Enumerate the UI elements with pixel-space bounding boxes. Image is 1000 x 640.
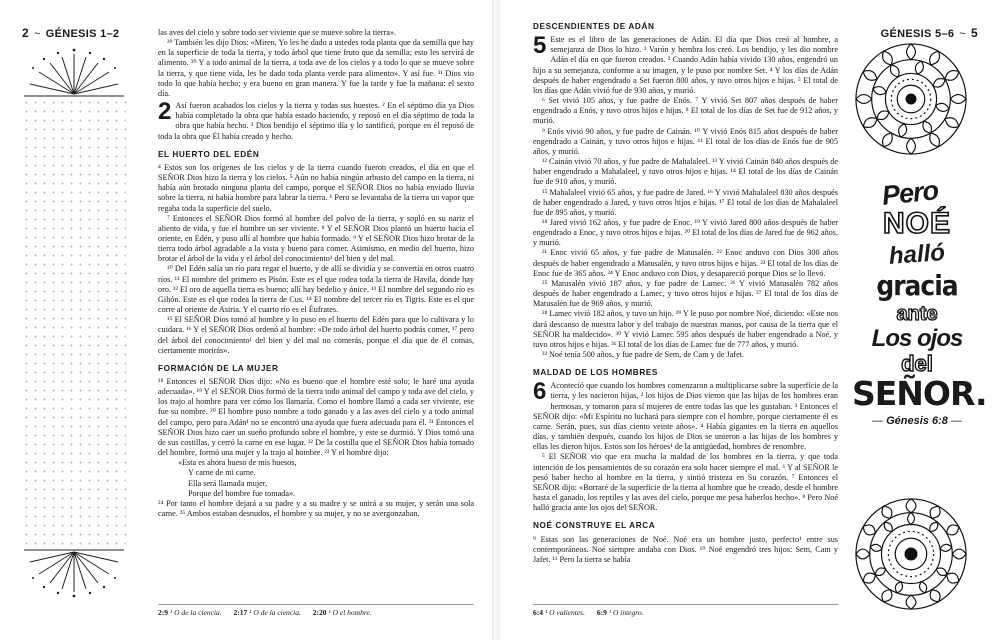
chapter-5-paragraph <box>533 32 838 96</box>
left-text-column <box>158 28 474 519</box>
footnote-text: ¹ O el hombre. <box>328 608 372 617</box>
quote-word: ante <box>896 303 938 325</box>
footnote-ref: 6:4 <box>533 608 543 617</box>
left-page-number: 2 <box>22 26 29 40</box>
chapter-number: 6 <box>533 378 547 406</box>
paragraph: ²⁴ Por tanto el hombre dejará a su padre y a su madre y se unirá a su mujer, y serán una sola carne. ²⁵ Ambos estaban desnudos, el hombre y su mujer, y no se avergonzaban. <box>158 498 474 519</box>
chapter-2-text: Así fueron acabados los cielos y la tierra y todas sus huestes. ² En el séptimo día ya Dios había completado la obra que había estado haciendo, y reposó en el día séptimo de toda la obra que había hecho. ³ Dios bendijo el séptimo día y lo santificó, porque en él reposó de toda la obra que Él había creado y hecho. <box>158 101 474 141</box>
footnote-ref: 2:17 <box>233 608 248 617</box>
mandala-top-icon <box>852 40 970 158</box>
paragraph: ¹⁸ Entonces el SEÑOR Dios dijo: «No es bueno que el hombre esté solo; le haré una ayuda adecuada». ¹⁹ Y el SEÑOR Dios formó de la tierra todo animal del campo y toda ave del cielo, y los trajo al hombre para ver cómo los llamaría. Como el hombre llamó a cada ser viviente, ese fue su nombre. ²⁰ El hombre puso nombre a todo ganado y a las aves del cielo y a todo animal del campo, pero para Adán¹ no se encontró una ayuda que fuera adecuada para él. ²¹ Entonces el SEÑOR Dios hizo caer un sueño profundo sobre el hombre, y este se durmió. Y Dios tomó una de sus costillas, y cerró la carne en ese lugar. ²² De la costilla que el SEÑOR Dios había tomado del hombre, formó una mujer y la trajo al hombre. ²³ Y el hombre dijo: <box>158 377 474 458</box>
left-running-title: GÉNESIS 1–2 <box>45 28 120 40</box>
paragraph: ²¹ Enoc vivió 65 años, y fue padre de Matusalén. ²² Enoc anduvo con Dios 300 años después de haber engendrado a Matusalén, y tuvo otros hijos e hijas. ²³ El total de los días de Enoc fue de 365 años. ²⁴ Y Enoc anduvo con Dios, y desapareció porque Dios se lo llevó. <box>533 248 838 278</box>
chapter-number: 5 <box>533 32 547 60</box>
paragraph: ⁹ Estas son las generaciones de Noé. Noé era un hombre justo, perfecto¹ entre sus contemporáneos. Noé siempre andaba con Dios. ¹⁰ Noé engendró tres hijos: Sem, Cam y Jafet. ¹¹ Pero la tierra se había <box>533 534 838 564</box>
quote-word: del <box>901 351 933 376</box>
paragraph: ¹⁸ Jared vivió 162 años, y fue padre de Enoc. ¹⁹ Y vivió Jared 800 años después de haber engendrado a Enoc, y tuvo otros hijos e hijas. ²⁰ El total de los días de Jared fue de 962 años, y murió. <box>533 217 838 248</box>
paragraph: ⁴ Estos son los orígenes de los cielos y de la tierra cuando fueron creados, el día en que el SEÑOR Dios hizo la tierra y los cielos. ⁵ Aún no había ningún arbusto del campo en la tierra, ni había aún brotado ninguna planta del campo, porque el SEÑOR Dios no había enviado lluvia sobre la tierra, ni había hombre para labrar la tierra. ⁶ Pero se levantaba de la tierra un vapor que regaba toda la superficie del suelo. <box>158 162 474 213</box>
paragraph: ¹⁵ Mahalaleel vivió 65 años, y fue padre de Jared. ¹⁶ Y vivió Mahalaleel 830 años después de haber engendrado a Jared, y tuvo otros hijos e hijas. ¹⁷ El total de los días de Mahalaleel fue de 895 años, y murió. <box>533 187 838 217</box>
quote-word: NOÉ <box>882 207 951 240</box>
footnote-rule <box>158 604 474 605</box>
chapter-2-paragraph <box>158 98 474 142</box>
section-heading: EL HUERTO DEL EDÉN <box>158 149 260 159</box>
sunburst-top-icon <box>22 48 126 98</box>
quote-word: SEÑOR. <box>852 374 987 413</box>
mandala-bottom-icon <box>852 495 970 613</box>
quote-word: halló <box>888 239 946 270</box>
right-running-head: GÉNESIS 5–6 ~ 5 <box>880 26 978 40</box>
right-running-title: GÉNESIS 5–6 <box>880 28 955 40</box>
quote-reference: — Génesis 6:8 — <box>852 416 982 427</box>
footnote-ref: 6:9 <box>596 608 607 617</box>
paragraph: ³² Noé tenía 500 años, y fue padre de Sem, de Cam y de Jafet. <box>542 350 745 359</box>
chapter-number: 2 <box>158 98 172 126</box>
paragraph: las aves del cielo y sobre todo ser viviente que se mueve sobre la tierra». <box>158 28 397 37</box>
sunburst-bottom-icon <box>22 548 126 598</box>
verse-art-quote <box>852 175 987 480</box>
paragraph: ²⁸ Lamec vivió 182 años, y tuvo un hijo. ²⁹ Y le puso por nombre Noé, diciendo: «Este nos dará descanso de nuestra labor y del trabajo de nuestras manos, por causa de la tierra que el SEÑOR ha maldecido». ³⁰ Y vivió Lamec 595 años después de haber engendrado a Noé, y tuvo otros hijos e hijas. ³¹ El total de los días de Lamec fue de 777 años, y murió. <box>533 309 838 349</box>
chapter-6-text: Aconteció que cuando los hombres comenzaron a multiplicarse sobre la superficie de la tierra, y les nacieron hijas, ² los hijos de Dios vieron que las hijas de los hombres eran hermosas, y tomaron para sí mujeres de entre todas las que les gustaban. ³ Entonces el SEÑOR dijo: «Mi Espíritu no luchará para siempre con el hombre, porque ciertamente él es carne. Serán, pues, sus días ciento veinte años». ⁴ Había gigantes en la tierra en aquellos días, y también después, cuando los hijos de Dios se unieron a las hijas de los hombres y ellas les dieron hijos. Estos son los héroes¹ de la antigüedad, hombres de renombre. <box>533 381 838 452</box>
right-text-column <box>533 22 838 565</box>
footnote-rule <box>533 604 838 605</box>
paragraph: ⁶ Set vivió 105 años, y fue padre de Enós. ⁷ Y vivió Set 807 años después de haber engendrado a Enós, y tuvo otros hijos e hijas. ⁸ El total de los días de Set fue de 912 años, y murió. <box>533 96 838 126</box>
paragraph: ⁹ Enós vivió 90 años, y fue padre de Cainán. ¹⁰ Y vivió Enós 815 años después de haber engendrado a Cainán, y tuvo otros hijos e hijas. ¹¹ El total de los días de Enós fue de 905 años, y murió. <box>533 126 838 156</box>
quote-word: gracia <box>876 269 958 302</box>
footnote-ref: 2:20 <box>312 608 327 617</box>
quote-word: Los ojos <box>871 325 963 352</box>
section-heading: MALDAD DE LOS HOMBRES <box>533 368 658 378</box>
footnote-text: ¹ O valientes. <box>545 608 585 617</box>
paragraph: ²⁹ También les dijo Dios: «Miren, Yo les he dado a ustedes toda planta que da semilla que hay en la superficie de toda la tierra, y todo árbol que tiene fruto que da semilla; esto les servirá de alimento. ³⁰ Y a todo animal de la tierra, a toda ave de los cielos y a todo lo que se mueve sobre la tierra, y que tiene vida, les he dado toda planta verde para alimento». Y así fue. ³¹ Dios vio todo lo que había hecho; y era bueno en gran manera. Y fue la tarde y fue la mañana: el sexto día. <box>158 38 474 98</box>
chapter-5-text: Este es el libro de las generaciones de Adán. El día que Dios creó al hombre, a semejanza de Dios lo hizo. ² Varón y hembra los creó. Los bendijo, y les dio nombre Adán el día en que fueron creados. ³ Cuando Adán había vivido 130 años, engendró un hijo a su semejanza, conforme a su imagen, y le puso por nombre Set. ⁴ Y los días de Adán después de haber engendrado a Set fueron 800 años, y tuvo otros hijos e hijas. ⁵ El total de los días que Adán vivió fue de 930 años, y murió. <box>533 35 838 95</box>
poem <box>158 458 474 499</box>
footnote-text: ¹ O íntegro. <box>608 608 644 617</box>
section-heading: FORMACIÓN DE LA MUJER <box>158 363 279 373</box>
left-running-head: 2 ~ GÉNESIS 1–2 <box>22 26 120 40</box>
footnote-text: ¹ O de la ciencia. <box>170 608 222 617</box>
poem-line: Ella será llamada mujer, <box>188 478 268 488</box>
paragraph: ¹⁵ El SEÑOR Dios tomó al hombre y lo puso en el huerto del Edén para que lo cultivara y lo cuidara. ¹⁶ Y el SEÑOR Dios ordenó al hombre: «De todo árbol del huerto podrás comer, ¹⁷ pero del árbol del conocimiento¹ del bien y del mal no comerás, porque el día que de él comas, ciertamente morirás». <box>158 315 474 355</box>
poem-line: Y carne de mi carne. <box>188 468 256 478</box>
section-heading: DESCENDIENTES DE ADÁN <box>533 22 655 31</box>
paragraph: ²⁵ Matusalén vivió 187 años, y fue padre de Lamec. ²⁶ Y vivió Matusalén 782 años después de haber engendrado a Lamec, y tuvo otros hijos e hijas. ²⁷ El total de los días de Matusalén fue de 969 años, y murió. <box>533 278 838 309</box>
left-footnotes <box>158 608 372 617</box>
right-page-number: 5 <box>971 26 978 40</box>
chapter-6-paragraph <box>533 378 838 452</box>
poem-line: «Esta es ahora hueso de mis huesos, <box>178 458 297 468</box>
paragraph: ¹⁰ Del Edén salía un río para regar el huerto, y de allí se dividía y se convertía en otros cuatro ríos. ¹¹ El nombre del primero es Pisón. Este es el que rodea toda la tierra de Havila, donde hay oro. ¹² El oro de aquella tierra es bueno; allí hay bedelio y ónice. ¹³ El nombre del segundo río es Gihón. Este es el que rodea la tierra de Cus. ¹⁴ El nombre del tercer río es Tigris. Este es el que corre al oriente de Asiria. Y el cuarto río es el Éufrates. <box>158 264 474 315</box>
book-gutter <box>492 0 500 640</box>
paragraph: ¹² Cainán vivió 70 años, y fue padre de Mahalaleel. ¹³ Y vivió Cainán 840 años después de haber engendrado a Mahalaleel, y tuvo otros hijos e hijas. ¹⁴ El total de los días de Cainán fue de 910 años, y murió. <box>533 157 838 187</box>
poem-line: Porque del hombre fue tomada». <box>188 488 296 498</box>
footnote-ref: 2:9 <box>158 608 168 617</box>
paragraph: ⁷ Entonces el SEÑOR Dios formó al hombre del polvo de la tierra, y sopló en su nariz el aliento de vida, y fue el hombre un ser viviente. ⁸ Y el SEÑOR Dios plantó un huerto hacia el oriente, en Edén, y puso allí al hombre que había formado. ⁹ Y el SEÑOR Dios hizo brotar de la tierra todo árbol agradable a la vista y bueno para comer. Asimismo, en medio del huerto, hizo brotar el árbol de la vida y el árbol del conocimiento¹ del bien y del mal. <box>158 213 474 264</box>
section-heading: NOÉ CONSTRUYE EL ARCA <box>533 521 656 531</box>
journaling-dot-grid <box>22 98 126 548</box>
footnote-text: ¹ O de la ciencia. <box>249 608 301 617</box>
right-footnotes <box>533 608 644 617</box>
left-page <box>0 0 492 640</box>
paragraph: ⁵ El SEÑOR vio que era mucha la maldad de los hombres en la tierra, y que toda intención de los pensamientos de su corazón era solo hacer siempre el mal. ⁶ Y al SEÑOR le pesó haber hecho al hombre en la tierra, y sintió tristeza en Su corazón. ⁷ Entonces el SEÑOR dijo: «Borraré de la superficie de la tierra al hombre que he creado, desde el hombre hasta el ganado, los reptiles y las aves del cielo, porque me pesa haberlos hecho». ⁸ Pero Noé halló gracia ante los ojos del SEÑOR. <box>533 452 838 513</box>
quote-word: Pero <box>880 175 940 211</box>
